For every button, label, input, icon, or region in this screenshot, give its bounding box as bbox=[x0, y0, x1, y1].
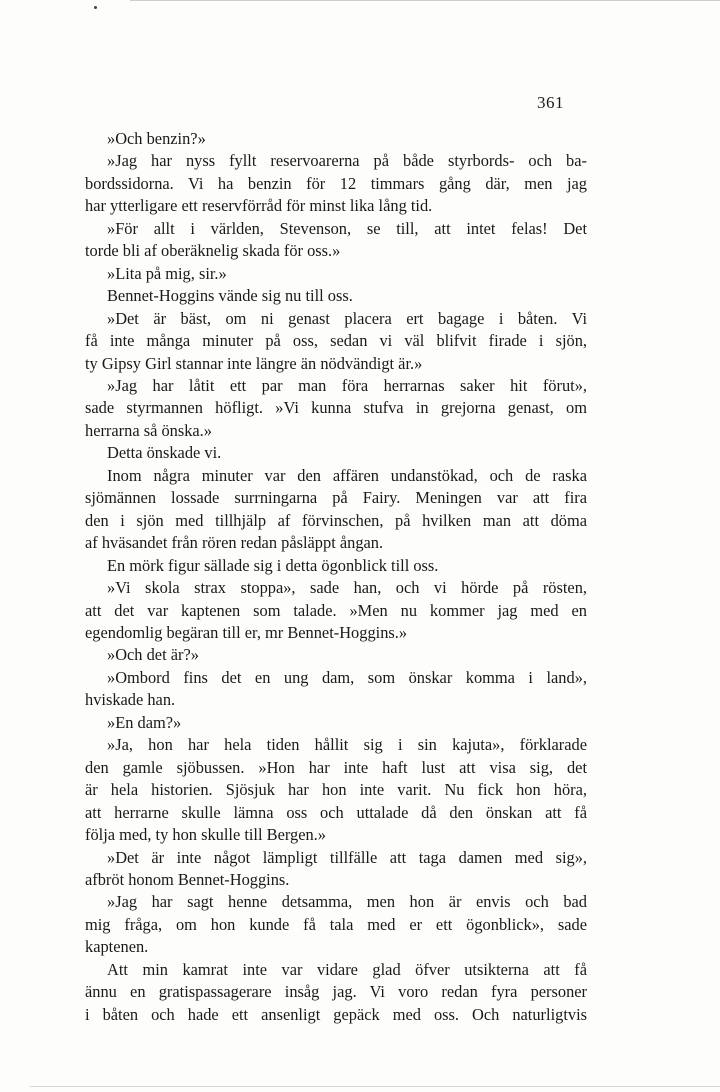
text-line: kaptenen. bbox=[85, 937, 149, 957]
text-line: Inom några minuter var den affären undanstökad, och de raska bbox=[107, 465, 587, 485]
text-line: att herrarne skulle lämna oss och uttalade då den önskan att få bbox=[85, 802, 587, 822]
text-line: Att min kamrat inte var vidare glad öfver utsikterna att få bbox=[107, 959, 587, 979]
text-line: egendomlig begäran till er, mr Bennet-Hoggins.» bbox=[85, 622, 408, 642]
text-line: den gamle sjöbussen. »Hon har inte haft lust att visa sig, det bbox=[85, 757, 587, 777]
text-line: sade styrmannen höfligt. »Vi kunna stufva in grejorna genast, om bbox=[85, 398, 587, 418]
text-line: torde bli af oberäknelig skada för oss.» bbox=[85, 241, 341, 261]
scan-bottom-edge bbox=[30, 1086, 720, 1087]
text-line: hviskade han. bbox=[85, 690, 176, 710]
text-line: »Och benzin?» bbox=[107, 129, 206, 148]
text-line: den i sjön med tillhjälp af förvinschen, på hvilken man att döma bbox=[85, 510, 587, 530]
text-line: »För allt i världen, Stevenson, se till, att intet felas! Det bbox=[107, 218, 587, 238]
text-line: att det var kaptenen som talade. »Men nu kommer jag med en bbox=[85, 600, 587, 620]
text-line: »Det är bäst, om ni genast placera ert bagage i båten. Vi bbox=[107, 308, 587, 328]
scan-edge-line bbox=[130, 0, 720, 1]
text-line: afbröt honom Bennet-Hoggins. bbox=[85, 869, 290, 889]
text-line: »En dam?» bbox=[107, 712, 182, 732]
text-line: ännu en gratispassagerare insåg jag. Vi voro redan fyra personer bbox=[85, 982, 587, 1002]
text-line: »Ja, hon har hela tiden hållit sig i sin kajuta», förklarade bbox=[107, 735, 587, 755]
text-line: sjömännen lossade surrningarna på Fairy. Meningen var att fira bbox=[85, 488, 587, 508]
text-line: »Jag har låtit ett par man föra herrarnas saker hit förut», bbox=[107, 375, 587, 395]
text-line: af hväsandet från rören redan påsläppt ångan. bbox=[85, 533, 384, 553]
text-line: få inte många minuter på oss, sedan vi väl blifvit firade i sjön, bbox=[85, 331, 587, 351]
page-number: 361 bbox=[537, 93, 564, 112]
text-line: En mörk figur sällade sig i detta ögonblick till oss. bbox=[107, 555, 439, 575]
text-line: ty Gipsy Girl stannar inte längre än nödvändigt är.» bbox=[85, 353, 423, 373]
text-line: Bennet-Hoggins vände sig nu till oss. bbox=[107, 286, 353, 306]
text-line: är hela historien. Sjösjuk har hon inte varit. Nu fick hon höra, bbox=[85, 780, 587, 800]
text-line: mig fråga, om hon kunde få tala med er ett ögonblick», sade bbox=[85, 914, 587, 934]
text-line: följa med, ty hon skulle till Bergen.» bbox=[85, 825, 326, 845]
text-line: i båten och hade ett ansenligt gepäck med oss. Och naturligtvis bbox=[85, 1004, 587, 1024]
body-text bbox=[85, 128, 587, 1026]
text-line: »Jag har nyss fyllt reservoarerna på både styrbords- och ba- bbox=[107, 151, 587, 171]
text-line: »Vi skola strax stoppa», sade han, och vi hörde på rösten, bbox=[107, 578, 587, 598]
text-line: bordssidorna. Vi ha benzin för 12 timmars gång där, men jag bbox=[85, 173, 587, 193]
text-line: »Och det är?» bbox=[107, 645, 199, 665]
text-line: har ytterligare ett reservförråd för minst lika lång tid. bbox=[85, 196, 433, 216]
text-line: »Det är inte något lämpligt tillfälle att taga damen med sig», bbox=[107, 847, 587, 867]
text-line: Detta önskade vi. bbox=[107, 443, 222, 463]
text-line: »Lita på mig, sir.» bbox=[107, 263, 227, 283]
text-line: herrarna så önska.» bbox=[85, 420, 212, 440]
text-line: »Ombord fins det en ung dam, som önskar komma i land», bbox=[107, 667, 587, 687]
text-line: »Jag har sagt henne detsamma, men hon är envis och bad bbox=[107, 892, 587, 912]
scan-speck bbox=[94, 6, 97, 9]
